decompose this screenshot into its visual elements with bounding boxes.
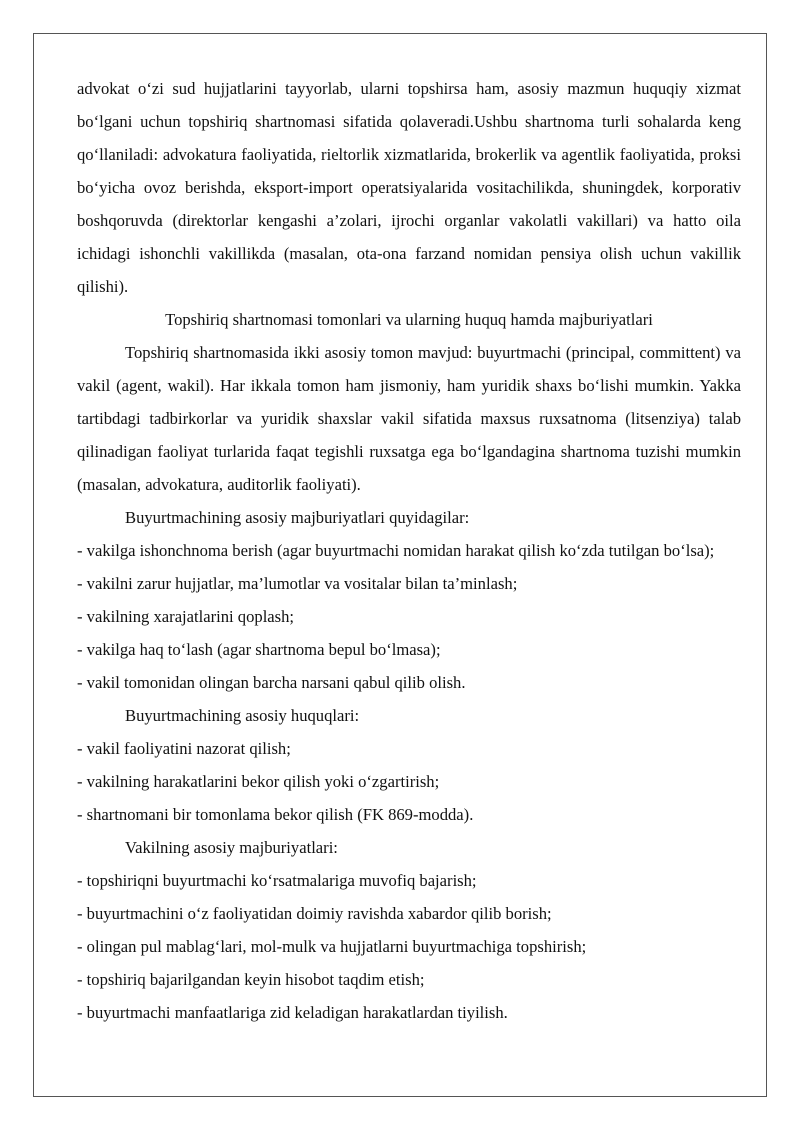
list-intro: Buyurtmachining asosiy huquqlari: [125,706,360,725]
list-item: - vakil faoliyatini nazorat qilish; [77,739,291,758]
list-item: - vakilning xarajatlarini qoplash; [77,607,295,626]
list-item: - topshiriqni buyurtmachi ko‘rsatmalariga muvofiq bajarish; [77,871,477,890]
list-item: - vakilni zarur hujjatlar, ma’lumotlar va vositalar bilan ta’minlash; [77,574,518,593]
list-item: - vakilning harakatlarini bekor qilish yoki o‘zgartirish; [77,772,440,791]
list-item: - buyurtmachi manfaatlariga zid keladigan harakatlardan tiyilish. [77,1003,508,1022]
list-item: - shartnomani bir tomonlama bekor qilish (FK 869-modda). [77,805,474,824]
list-item: - topshiriq bajarilgandan keyin hisobot taqdim etish; [77,970,425,989]
list-intro: Vakilning asosiy majburiyatlari: [125,838,338,857]
list-item: - buyurtmachini o‘z faoliyatidan doimiy ravishda xabardor qilib borish; [77,904,552,923]
document-body [77,72,741,1029]
paragraph: advokat o‘zi sud hujjatlarini tayyorlab, ularni topshirsa ham, asosiy mazmun huquqiy xizmat bo‘lgani uchun topshiriq shartnomasi sifatida qolaveradi.Ushbu shartnoma turli sohalarda keng qo‘llaniladi: advokatura faoliyatida, rieltorlik xizmatlarida, brokerlik va agentlik faoliyatida, proksi bo‘yicha ovoz berishda, eksport-import operatsiyalarida vositachilikda, shuningdek, korporativ boshqoruvda (direktorlar kengashi a’zolari, ijrochi organlar vakolatli vakillari) va hatto oila ichidagi ishonchli vakillikda (masalan, ota-ona farzand nomidan pensiya olish uchun vakillik qilishi). [77,79,741,296]
paragraph: Topshiriq shartnomasida ikki asosiy tomon mavjud: buyurtmachi (principal, committent) va vakil (agent, wakil). Har ikkala tomon ham jismoniy, ham yuridik shaxs bo‘lishi mumkin. Yakka tartibdagi tadbirkorlar va yuridik shaxslar vakil sifatida maxsus ruxsatnoma (litsenziya) talab qilinadigan faoliyat turlarida faqat tegishli ruxsatga ega bo‘lgandagina shartnoma tuzishi mumkin (masalan, advokatura, auditorlik faoliyati). [77,343,741,494]
list-intro: Buyurtmachining asosiy majburiyatlari quyidagilar: [125,508,470,527]
list-item: - vakilga haq to‘lash (agar shartnoma bepul bo‘lmasa); [77,640,441,659]
list-item: - olingan pul mablag‘lari, mol-mulk va hujjatlarni buyurtmachiga topshirish; [77,937,587,956]
list-item: - vakilga ishonchnoma berish (agar buyurtmachi nomidan harakat qilish ko‘zda tutilgan bo‘lsa); [77,541,715,560]
list-item: - vakil tomonidan olingan barcha narsani qabul qilib olish. [77,673,466,692]
section-heading: Topshiriq shartnomasi tomonlari va ularning huquq hamda majburiyatlari [165,310,653,329]
